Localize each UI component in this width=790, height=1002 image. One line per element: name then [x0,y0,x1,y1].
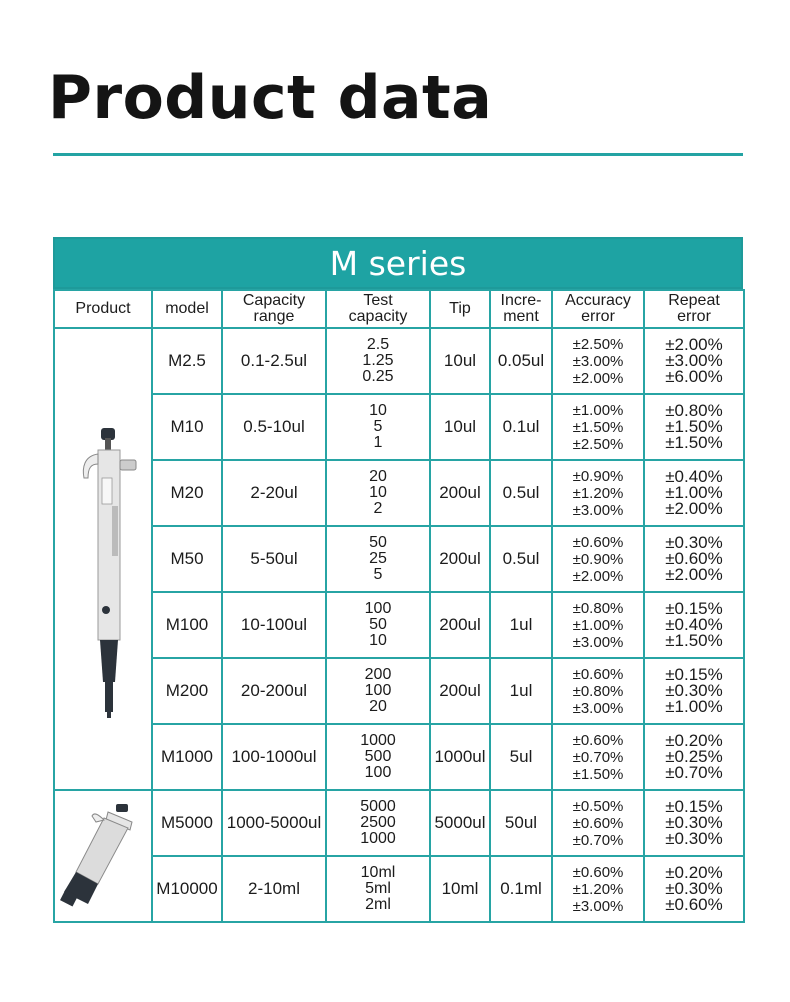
header-accuracy: Accuracy error [552,290,644,328]
accuracy-error-cell: ±0.50% ±0.60% ±0.70% [552,790,644,856]
increment-cell: 0.5ul [490,526,552,592]
increment-cell: 0.05ul [490,328,552,394]
pipette-large-icon [78,420,148,720]
table-row [54,790,744,856]
table-row [54,526,744,592]
model-cell: M10000 [152,856,222,922]
repeat-error-cell: ±0.40% ±1.00% ±2.00% [644,460,744,526]
tip-cell: 10ml [430,856,490,922]
capacity-range-cell: 10-100ul [222,592,326,658]
pipette-small-icon [58,800,148,910]
tip-cell: 10ul [430,328,490,394]
accuracy-error-cell: ±0.90% ±1.20% ±3.00% [552,460,644,526]
capacity-range-cell: 100-1000ul [222,724,326,790]
header-test: Test capacity [326,290,430,328]
table-row [54,460,744,526]
tip-cell: 200ul [430,592,490,658]
increment-cell: 5ul [490,724,552,790]
table-row [54,658,744,724]
repeat-error-cell: ±0.30% ±0.60% ±2.00% [644,526,744,592]
model-cell: M10 [152,394,222,460]
accuracy-error-cell: ±0.60% ±0.70% ±1.50% [552,724,644,790]
header-model: model [152,290,222,328]
test-capacity-cell: 200 100 20 [326,658,430,724]
header-row [54,290,744,328]
repeat-error-cell: ±0.15% ±0.40% ±1.50% [644,592,744,658]
test-capacity-cell: 100 50 10 [326,592,430,658]
model-cell: M1000 [152,724,222,790]
increment-cell: 0.5ul [490,460,552,526]
test-capacity-cell: 5000 2500 1000 [326,790,430,856]
header-increment: Incre- ment [490,290,552,328]
capacity-range-cell: 20-200ul [222,658,326,724]
repeat-error-cell: ±0.15% ±0.30% ±1.00% [644,658,744,724]
accuracy-error-cell: ±0.80% ±1.00% ±3.00% [552,592,644,658]
tip-cell: 200ul [430,658,490,724]
tip-cell: 200ul [430,460,490,526]
title-divider [53,153,743,156]
table-row [54,856,744,922]
increment-cell: 50ul [490,790,552,856]
table-row [54,592,744,658]
capacity-range-cell: 1000-5000ul [222,790,326,856]
tip-cell: 10ul [430,394,490,460]
test-capacity-cell: 2.5 1.25 0.25 [326,328,430,394]
table-row [54,328,744,394]
header-capacity: Capacity range [222,290,326,328]
repeat-error-cell: ±0.20% ±0.30% ±0.60% [644,856,744,922]
increment-cell: 0.1ml [490,856,552,922]
capacity-range-cell: 0.1-2.5ul [222,328,326,394]
test-capacity-cell: 10 5 1 [326,394,430,460]
header-product: Product [54,290,152,328]
header-tip: Tip [430,290,490,328]
tip-cell: 1000ul [430,724,490,790]
product-table [53,237,743,923]
page-title: Product data [48,63,493,133]
model-cell: M2.5 [152,328,222,394]
series-banner: M series [53,237,743,289]
model-cell: M50 [152,526,222,592]
model-cell: M200 [152,658,222,724]
tip-cell: 5000ul [430,790,490,856]
increment-cell: 1ul [490,658,552,724]
tip-cell: 200ul [430,526,490,592]
repeat-error-cell: ±0.15% ±0.30% ±0.30% [644,790,744,856]
accuracy-error-cell: ±2.50% ±3.00% ±2.00% [552,328,644,394]
capacity-range-cell: 2-10ml [222,856,326,922]
accuracy-error-cell: ±1.00% ±1.50% ±2.50% [552,394,644,460]
repeat-error-cell: ±2.00% ±3.00% ±6.00% [644,328,744,394]
model-cell: M100 [152,592,222,658]
table-row [54,394,744,460]
repeat-error-cell: ±0.80% ±1.50% ±1.50% [644,394,744,460]
test-capacity-cell: 50 25 5 [326,526,430,592]
accuracy-error-cell: ±0.60% ±0.90% ±2.00% [552,526,644,592]
repeat-error-cell: ±0.20% ±0.25% ±0.70% [644,724,744,790]
test-capacity-cell: 20 10 2 [326,460,430,526]
accuracy-error-cell: ±0.60% ±1.20% ±3.00% [552,856,644,922]
increment-cell: 1ul [490,592,552,658]
spec-table [53,289,745,923]
test-capacity-cell: 10ml 5ml 2ml [326,856,430,922]
accuracy-error-cell: ±0.60% ±0.80% ±3.00% [552,658,644,724]
capacity-range-cell: 0.5-10ul [222,394,326,460]
header-repeat: Repeat error [644,290,744,328]
table-row [54,724,744,790]
increment-cell: 0.1ul [490,394,552,460]
capacity-range-cell: 2-20ul [222,460,326,526]
test-capacity-cell: 1000 500 100 [326,724,430,790]
model-cell: M5000 [152,790,222,856]
capacity-range-cell: 5-50ul [222,526,326,592]
model-cell: M20 [152,460,222,526]
